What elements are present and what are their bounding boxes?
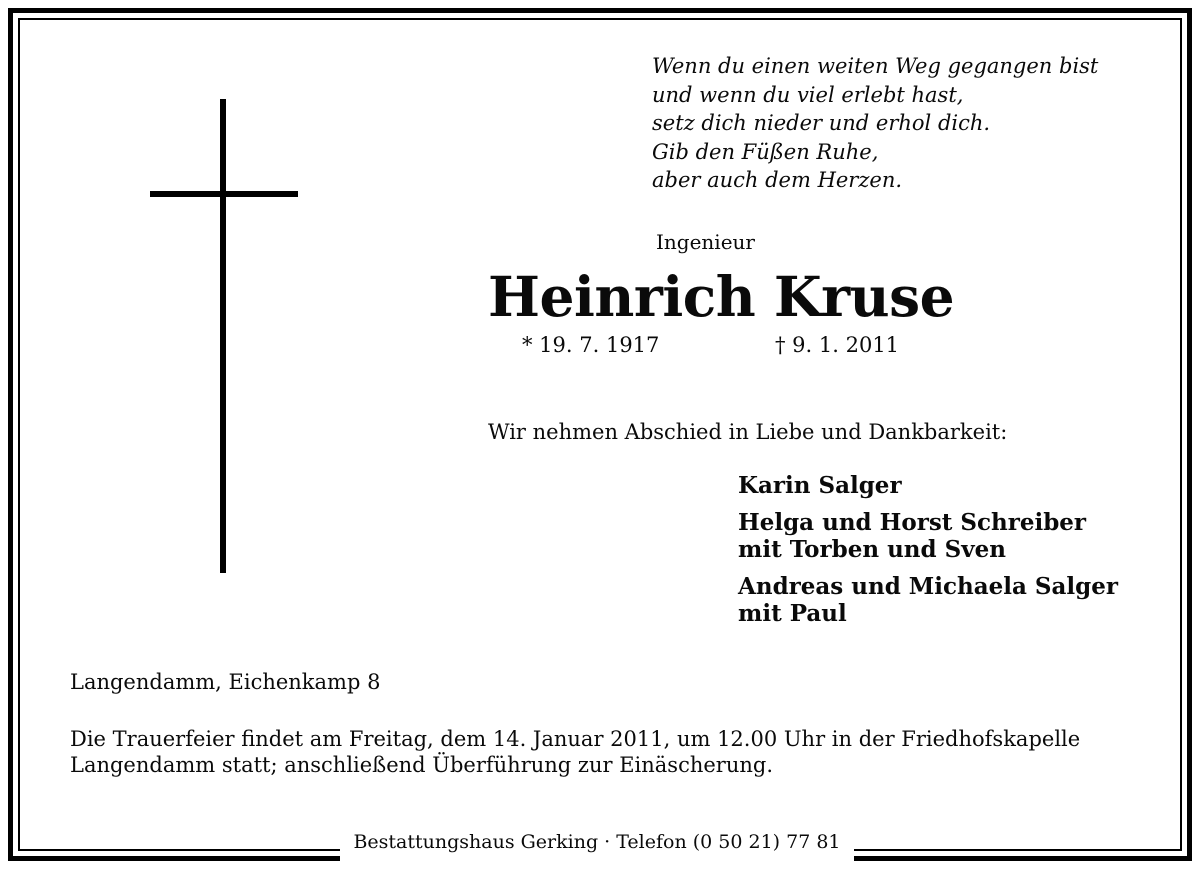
- cross-horizontal-beam: [150, 191, 298, 197]
- mourner-group: [738, 573, 1118, 627]
- mourner-group: [738, 472, 1118, 499]
- mourner-name: Helga und Horst Schreiber: [738, 509, 1087, 536]
- ceremony-line: Die Trauerfeier findet am Freitag, dem 14. Januar 2011, um 12.00 Uhr in der Friedhofskapelle: [70, 727, 1081, 751]
- birth-date: * 19. 7. 1917: [522, 333, 660, 357]
- mourner-name: mit Torben und Sven: [738, 536, 1006, 563]
- cross-vertical-beam: [220, 99, 226, 573]
- funeral-home-footer: Bestattungshaus Gerking · Telefon (0 50 21) 77 81: [353, 831, 841, 853]
- poem-line: setz dich nieder und erhol dich.: [652, 111, 991, 135]
- mourners-list: [738, 472, 1118, 637]
- deceased-name: Heinrich Kruse: [488, 264, 955, 329]
- mourner-name: mit Paul: [738, 600, 847, 627]
- deceased-title: Ingenieur: [656, 230, 755, 254]
- family-address: Langendamm, Eichenkamp 8: [70, 670, 381, 694]
- poem-line: Gib den Füßen Ruhe,: [652, 139, 879, 164]
- death-date: † 9. 1. 2011: [775, 333, 900, 357]
- ceremony-notice: [70, 726, 1080, 778]
- poem-line: aber auch dem Herzen.: [652, 168, 903, 192]
- poem-line: und wenn du viel erlebt hast,: [652, 82, 964, 107]
- poem-line: Wenn du einen weiten Weg gegangen bist: [652, 54, 1099, 78]
- mourner-group: [738, 509, 1118, 563]
- ceremony-line: Langendamm statt; anschließend Überführung zur Einäscherung.: [70, 753, 774, 777]
- mourner-name: Karin Salger: [738, 472, 902, 499]
- farewell-statement: Wir nehmen Abschied in Liebe und Dankbarkeit:: [488, 420, 1008, 444]
- mourner-name: Andreas und Michaela Salger: [738, 573, 1118, 600]
- poem: [652, 52, 1098, 195]
